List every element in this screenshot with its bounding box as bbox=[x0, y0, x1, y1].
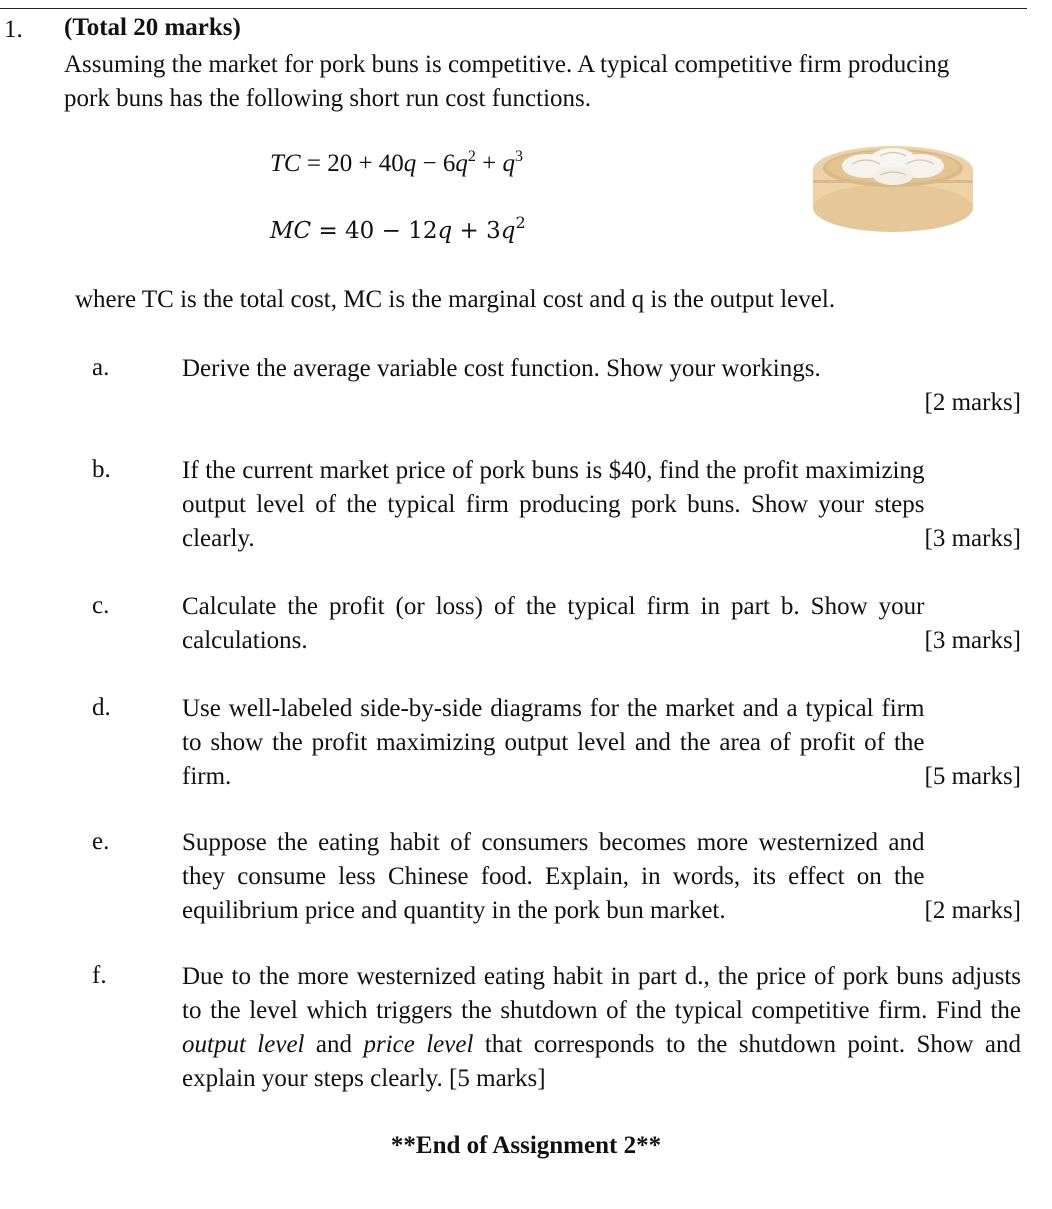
part-b-text bbox=[182, 454, 1021, 556]
part-a-body: Derive the average variable cost function. Show your workings. bbox=[182, 355, 821, 382]
pork-bun-steamer-icon bbox=[808, 140, 978, 240]
question-intro: Assuming the market for pork buns is competitive. A typical competitive firm producing pork buns has the following short run cost functions. bbox=[64, 51, 950, 112]
part-d-marks: [5 marks] bbox=[924, 763, 1021, 790]
tc-var-1: q bbox=[403, 150, 417, 177]
part-d-body: Use well-labeled side-by-side diagrams for the market and a typical firm to show the profit maximizing output level and the area of profit of the firm. bbox=[182, 695, 925, 790]
end-note: **End of Assignment 2** bbox=[390, 1132, 662, 1159]
part-e-marks: [2 marks] bbox=[924, 897, 1021, 924]
mc-exp-2: 2 bbox=[515, 213, 526, 232]
part-a-marks: [2 marks] bbox=[924, 389, 1021, 416]
part-b-body: If the current market price of pork buns is $40, find the profit maximizing output level of the typical firm producing pork buns. Show your steps clearly. bbox=[182, 457, 925, 552]
part-f-emphasis-output: output level bbox=[182, 1031, 305, 1058]
mc-part-b: + 3 bbox=[452, 218, 501, 244]
part-f-letter: f. bbox=[92, 962, 107, 989]
part-c-body: Calculate the profit (or loss) of the typical firm in part b. Show your calculations. bbox=[182, 593, 925, 654]
part-f-body-c: that corresponds to the shutdown point. Show and explain your steps clearly. bbox=[182, 1031, 1021, 1092]
part-b-marks: [3 marks] bbox=[924, 525, 1021, 552]
part-f-body-b: and bbox=[304, 1031, 364, 1058]
part-c-letter: c. bbox=[92, 592, 110, 619]
tc-var-2: q bbox=[455, 150, 468, 177]
part-f-text bbox=[182, 960, 1021, 1096]
tc-exp-2: 2 bbox=[467, 148, 476, 165]
part-e-text bbox=[182, 826, 1021, 928]
tc-equation bbox=[270, 150, 523, 178]
part-c-text bbox=[182, 590, 1021, 658]
question-heading: (Total 20 marks) bbox=[64, 14, 241, 41]
mc-lhs: MC bbox=[270, 218, 312, 244]
mc-var-1: q bbox=[437, 218, 453, 244]
definitions: where TC is the total cost, MC is the marginal cost and q is the output level. bbox=[75, 286, 836, 313]
mc-var-2: q bbox=[500, 218, 516, 244]
part-e-body: Suppose the eating habit of consumers becomes more westernized and they consume less Chinese food. Explain, in words, its effect on the equilibrium price and quantity in the pork bun market. bbox=[182, 829, 925, 924]
part-b-letter: b. bbox=[92, 456, 111, 483]
part-d-text bbox=[182, 692, 1021, 794]
question-number: 1. bbox=[4, 16, 23, 43]
top-rule bbox=[0, 8, 1027, 9]
mc-equation bbox=[270, 213, 526, 244]
tc-exp-3: 3 bbox=[515, 148, 524, 165]
part-e-letter: e. bbox=[92, 828, 110, 855]
tc-part-b: − 6 bbox=[416, 150, 456, 177]
part-c-marks: [3 marks] bbox=[924, 627, 1021, 654]
tc-part-a: = 20 + 40 bbox=[300, 150, 404, 177]
part-f-emphasis-price: price level bbox=[363, 1031, 474, 1058]
part-a-letter: a. bbox=[92, 354, 110, 381]
mc-part-a: = 40 − 12 bbox=[311, 218, 438, 244]
tc-var-3: q bbox=[502, 150, 516, 177]
tc-part-c: + bbox=[475, 150, 503, 177]
part-d-letter: d. bbox=[92, 694, 111, 721]
part-f-body-a: Due to the more westernized eating habit in part d., the price of pork buns adjusts to the level which triggers the shutdown of the typical competitive firm. Find the bbox=[182, 963, 1021, 1024]
tc-lhs: TC bbox=[270, 150, 301, 177]
part-f-marks: [5 marks] bbox=[449, 1065, 546, 1092]
part-a-text bbox=[182, 352, 1021, 420]
